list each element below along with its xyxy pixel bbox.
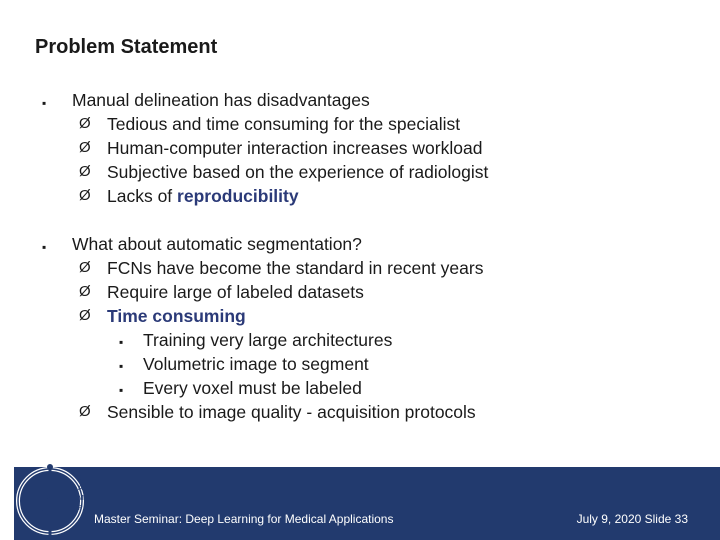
- camp-logo-icon: [16, 455, 92, 540]
- arrow-bullet-icon: Ø: [79, 115, 91, 132]
- square-bullet-icon: ▪: [119, 359, 124, 373]
- bullet-text: Sensible to image quality - acquisition protocols: [107, 402, 476, 422]
- bullet-level2: [79, 186, 299, 206]
- highlight-text: Time consuming: [107, 306, 246, 326]
- square-bullet-icon: ▪: [119, 383, 124, 397]
- arrow-bullet-icon: Ø: [79, 163, 91, 180]
- bullet-text: Subjective based on the experience of radiologist: [107, 162, 489, 182]
- logo-letter-p: P: [78, 505, 83, 512]
- bullet-level3: [119, 330, 393, 350]
- square-bullet-icon: ▪: [119, 335, 124, 349]
- arrow-bullet-icon: Ø: [79, 307, 91, 324]
- bullet-level2: [79, 282, 364, 302]
- logo-letter-m: M: [78, 495, 84, 502]
- highlight-text: reproducibility: [177, 186, 299, 206]
- logo-letter-c: C: [76, 475, 82, 482]
- bullet-text: Training very large architectures: [143, 330, 393, 350]
- arrow-bullet-icon: Ø: [79, 259, 91, 276]
- bullet-text: Volumetric image to segment: [143, 354, 369, 374]
- footer-date-slide: July 9, 2020 Slide 33: [576, 512, 688, 526]
- footer-edge: [0, 467, 14, 540]
- square-bullet-icon: ▪: [42, 240, 47, 254]
- bullet-text: FCNs have become the standard in recent years: [107, 258, 484, 278]
- bullet-level2: [79, 162, 489, 182]
- bullet-text: What about automatic segmentation?: [72, 234, 362, 254]
- bullet-level2: [79, 114, 461, 134]
- bullet-level3: [119, 378, 362, 398]
- arrow-bullet-icon: Ø: [79, 139, 91, 156]
- footer-background: [14, 467, 720, 540]
- bullet-text: Every voxel must be labeled: [143, 378, 362, 398]
- arrow-bullet-icon: Ø: [79, 187, 91, 204]
- bullet-level1: [42, 90, 370, 110]
- bullet-level1: [42, 234, 362, 254]
- footer-bar: [0, 467, 720, 540]
- bullet-level2: [79, 402, 476, 422]
- arrow-bullet-icon: Ø: [79, 283, 91, 300]
- bullet-text: Human-computer interaction increases workload: [107, 138, 483, 158]
- bullet-level2: [79, 138, 483, 158]
- bullet-level3: [119, 354, 369, 374]
- bullet-text: Lacks of: [107, 186, 178, 206]
- arrow-bullet-icon: Ø: [79, 403, 91, 420]
- bullet-level2: [79, 306, 246, 326]
- square-bullet-icon: ▪: [42, 96, 47, 110]
- slide-title: Problem Statement: [35, 36, 218, 58]
- bullet-text: Manual delineation has disadvantages: [72, 90, 370, 110]
- bullet-text: Tedious and time consuming for the specialist: [107, 114, 461, 134]
- bullet-level2: [79, 258, 484, 278]
- logo-letter-a: A: [78, 485, 83, 492]
- bullet-text: Require large of labeled datasets: [107, 282, 364, 302]
- footer-course: Master Seminar: Deep Learning for Medical Applications: [94, 512, 394, 526]
